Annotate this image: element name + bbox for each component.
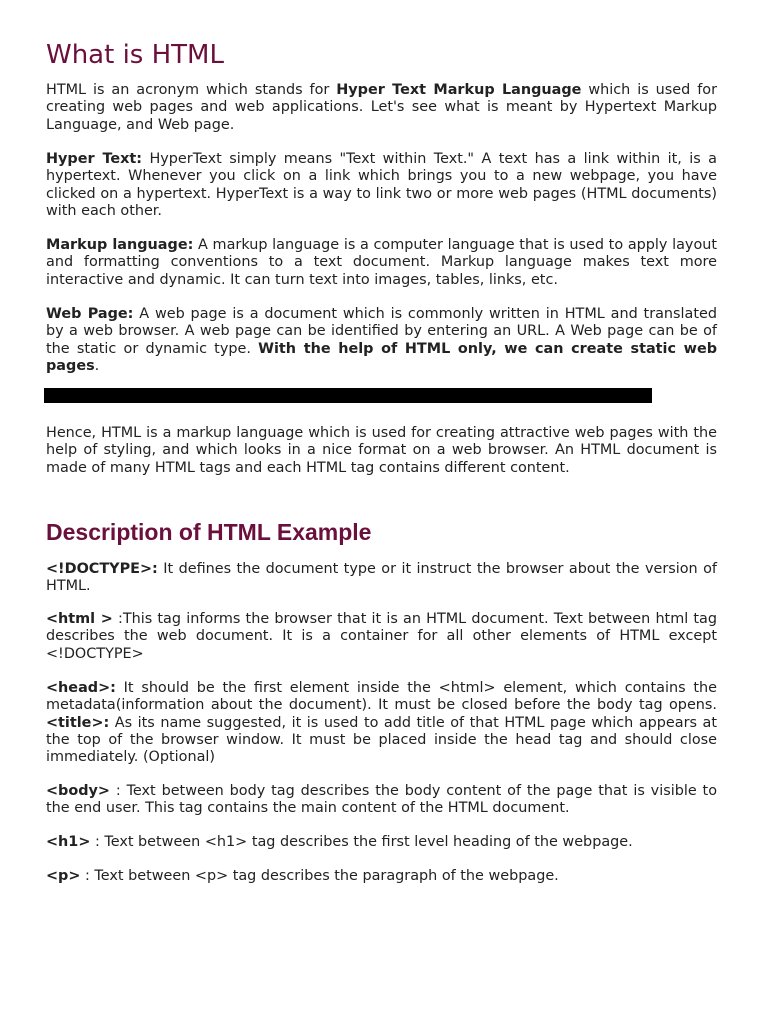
markup-paragraph [46, 237, 717, 289]
h1-tag-text: : Text between <h1> tag describes the first level heading of the webpage. [90, 834, 633, 850]
html-tag-label: <html > [46, 611, 113, 627]
title-tag-label: <title>: [46, 714, 110, 731]
intro-text-start: HTML is an acronym which stands for [46, 82, 337, 98]
hypertext-label: Hyper Text: [46, 151, 143, 167]
doctype-label: <!DOCTYPE>: [46, 561, 158, 577]
p-tag-text: : Text between <p> tag describes the paragraph of the webpage. [80, 868, 559, 884]
webpage-end: . [94, 357, 100, 374]
body-tag-paragraph [46, 783, 717, 818]
redaction-bar [44, 388, 652, 403]
p-tag-label: <p> [46, 868, 81, 884]
conclusion-paragraph: Hence, HTML is a markup language which is used for creating attractive web pages with the help of styling, and which looks in a nice format on a web browser. An HTML document is made of many HTML tags and each HTML tag contains different content. [46, 425, 717, 476]
hypertext-paragraph [46, 151, 717, 220]
doctype-text: It defines the document type or it instruct the browser about the version of HTML. [46, 561, 717, 595]
html-tag-paragraph [46, 611, 717, 663]
heading-what-is-html: What is HTML [46, 40, 224, 70]
markup-text: A markup language is a computer language that is used to apply layout and formatting conventions to a text document. Markup language makes text more interactive and dynamic. It can turn text into images, tables, links, etc. [46, 237, 718, 288]
intro-text-end: which is used for creating web pages and web applications. Let's see what is meant by Hypertext Markup Language, and Web page. [46, 82, 717, 133]
webpage-paragraph [46, 306, 717, 375]
intro-bold-term: Hyper Text Markup Language [336, 82, 582, 98]
markup-label: Markup language: [46, 237, 194, 253]
head-tag-paragraph [46, 680, 717, 766]
html-tag-text: :This tag informs the browser that it is an HTML document. Text between html tag describes the web document. It is a container for all other elements of HTML except <!DOCTYPE> [46, 611, 717, 662]
webpage-text: A web page is a document which is commonly written in HTML and translated by a web browser. A web page can be identified by entering an URL. A Web page can be of the static or dynamic type. [46, 306, 717, 357]
h1-tag-paragraph [46, 834, 717, 851]
webpage-label: Web Page: [46, 306, 134, 322]
hypertext-text: HyperText simply means "Text within Text." A text has a link within it, is a hypertext. Whenever you click on a link which brings you to a new webpage, you have clicked on a hypertext. HyperText is a way to link two or more web pages (HTML documents) with each other. [46, 151, 717, 219]
doctype-paragraph [46, 561, 717, 596]
intro-paragraph [46, 82, 717, 134]
p-tag-paragraph [46, 868, 717, 885]
title-tag-text: As its name suggested, it is used to add title of that HTML page which appears at the top of the browser window. It must be placed inside the head tag and should close immediately. (Optional) [46, 714, 717, 766]
body-tag-text: : Text between body tag describes the body content of the page that is visible to the end user. This tag contains the main content of the HTML document. [46, 783, 717, 817]
head-tag-label: <head>: [46, 680, 116, 696]
body-tag-label: <body> [46, 783, 110, 799]
heading-description-example: Description of HTML Example [46, 519, 372, 545]
webpage-bold-tail: With the help of HTML only, we can create static web pages [46, 340, 718, 374]
head-tag-text: It should be the first element inside the <html> element, which contains the metadata(information about the document). It must be closed before the body tag opens. [46, 680, 717, 714]
h1-tag-label: <h1> [46, 834, 91, 850]
